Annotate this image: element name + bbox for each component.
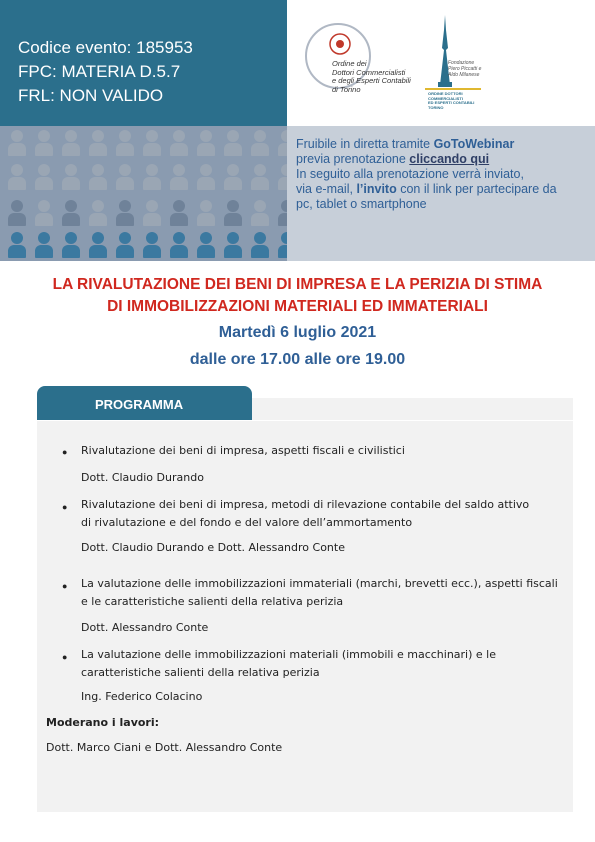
fondazione-text-3: Aldo Milanese — [448, 72, 480, 78]
webinar-line5: pc, tablet o smartphone — [296, 197, 427, 211]
person-icon — [170, 164, 188, 190]
bullet-icon: ● — [62, 447, 68, 457]
person-icon — [116, 232, 134, 258]
event-title-line1: LA RIVALUTAZIONE DEI BENI DI IMPRESA E LA PERIZIA DI STIMA — [52, 276, 543, 293]
person-icon — [278, 130, 287, 156]
program-item-text: caratteristiche salienti della relativa perizia — [81, 666, 320, 679]
person-icon — [89, 200, 107, 226]
person-icon — [251, 200, 269, 226]
program-item-text: Rivalutazione dei beni di impresa, metodi di rilevazione contabile del saldo attivo — [81, 498, 530, 511]
webinar-line4-suffix: con il link per partecipare da — [396, 182, 557, 196]
person-icon — [89, 130, 107, 156]
fondazione-text-6: ED ESPERTI CONTABILI — [428, 100, 475, 105]
webinar-info — [296, 137, 588, 212]
person-icon — [170, 130, 188, 156]
fpc-subject: FPC: MATERIA D.5.7 — [18, 62, 181, 81]
program-item — [81, 442, 561, 460]
fondazione-text-1: Fondazione — [448, 60, 475, 66]
event-info-box — [0, 0, 287, 126]
event-time: dalle ore 17.00 alle ore 19.00 — [189, 351, 406, 368]
panel-divider — [37, 420, 573, 421]
event-date: Martedì 6 luglio 2021 — [218, 324, 377, 341]
fondazione-text-4: ORDINE DOTTORI — [428, 91, 463, 96]
program-item — [81, 496, 561, 532]
person-icon — [35, 130, 53, 156]
fondazione-text-2: Piero Piccatti e — [448, 66, 482, 72]
bullet-icon: ● — [62, 652, 68, 662]
person-icon — [251, 164, 269, 190]
programma-tab — [37, 386, 252, 420]
webinar-line2-prefix: previa prenotazione — [296, 152, 410, 166]
program-item-speaker: Dott. Claudio Durando — [81, 471, 204, 484]
webinar-line1-prefix: Fruibile in diretta tramite — [296, 137, 434, 151]
person-icon — [278, 200, 287, 226]
person-icon — [251, 232, 269, 258]
person-icon — [116, 130, 134, 156]
program-item — [81, 646, 561, 682]
program-item-text: La valutazione delle immobilizzazioni immateriali (marchi, brevetti ecc.), aspetti fiscali — [81, 577, 558, 590]
odcec-logo — [300, 20, 430, 100]
invite-label: l’invito — [356, 182, 397, 196]
person-icon — [197, 232, 215, 258]
bullet-icon: ● — [62, 581, 68, 591]
person-icon — [116, 200, 134, 226]
person-icon — [62, 232, 80, 258]
program-item-speaker: Ing. Federico Colacino — [81, 690, 203, 703]
program-item-speaker: Dott. Claudio Durando e Dott. Alessandro Conte — [81, 541, 345, 554]
webinar-line4-prefix: via e-mail, — [296, 182, 357, 196]
moderators-names: Dott. Marco Ciani e Dott. Alessandro Conte — [46, 741, 283, 754]
person-icon — [62, 130, 80, 156]
person-icon — [8, 232, 26, 258]
person-icon — [8, 130, 26, 156]
fondazione-logo — [420, 10, 490, 110]
person-icon — [116, 164, 134, 190]
program-item-text: e le caratteristiche salienti della relativa perizia — [81, 595, 344, 608]
person-icon — [224, 200, 242, 226]
person-icon — [35, 232, 53, 258]
person-icon — [170, 232, 188, 258]
person-icon — [251, 130, 269, 156]
fondazione-text-5: COMMERCIALISTI — [428, 95, 463, 101]
program-item-speaker: Dott. Alessandro Conte — [81, 621, 209, 634]
event-title-line2: DI IMMOBILIZZAZIONI MATERIALI ED IMMATERIALI — [107, 298, 488, 315]
webinar-line3: In seguito alla prenotazione verrà inviato, — [296, 167, 524, 181]
person-icon — [197, 164, 215, 190]
person-icon — [8, 200, 26, 226]
person-icon — [62, 164, 80, 190]
person-icon — [35, 200, 53, 226]
odcec-text-2: Dottori Commercialisti — [332, 67, 406, 77]
program-item-text: di rivalutazione e del fondo e del valore dell’ammortamento — [81, 516, 413, 529]
audience-illustration — [0, 126, 287, 261]
person-icon — [170, 200, 188, 226]
person-icon — [143, 232, 161, 258]
person-icon — [224, 232, 242, 258]
person-icon — [197, 200, 215, 226]
person-icon — [35, 164, 53, 190]
person-icon — [143, 200, 161, 226]
odcec-text-3: e degli Esperti Contabili — [332, 76, 411, 85]
odcec-text-1: Ordine dei — [332, 59, 367, 68]
bullet-icon: ● — [62, 502, 68, 512]
person-icon — [224, 130, 242, 156]
person-icon — [8, 164, 26, 190]
program-item-text: La valutazione delle immobilizzazioni materiali (immobili e macchinari) e le — [81, 648, 496, 661]
fondazione-text-7: TORINO — [428, 104, 444, 110]
person-icon — [278, 164, 287, 190]
person-icon — [278, 232, 287, 258]
person-icon — [197, 130, 215, 156]
person-icon — [143, 164, 161, 190]
person-icon — [89, 164, 107, 190]
person-icon — [143, 130, 161, 156]
person-icon — [89, 232, 107, 258]
person-icon — [224, 164, 242, 190]
event-code: Codice evento: 185953 — [18, 38, 193, 57]
program-item — [81, 575, 561, 611]
odcec-text-4: di Torino — [332, 84, 361, 94]
program-item-text: Rivalutazione dei beni di impresa, aspetti fiscali e civilistici — [81, 444, 405, 457]
frl-status: FRL: NON VALIDO — [18, 86, 164, 105]
booking-link[interactable]: cliccando qui — [409, 152, 490, 166]
programma-label: PROGRAMMA — [95, 397, 184, 412]
person-icon — [62, 200, 80, 226]
moderators-label: Moderano i lavori: — [46, 716, 160, 729]
gotowebinar-label: GoToWebinar — [433, 137, 515, 151]
